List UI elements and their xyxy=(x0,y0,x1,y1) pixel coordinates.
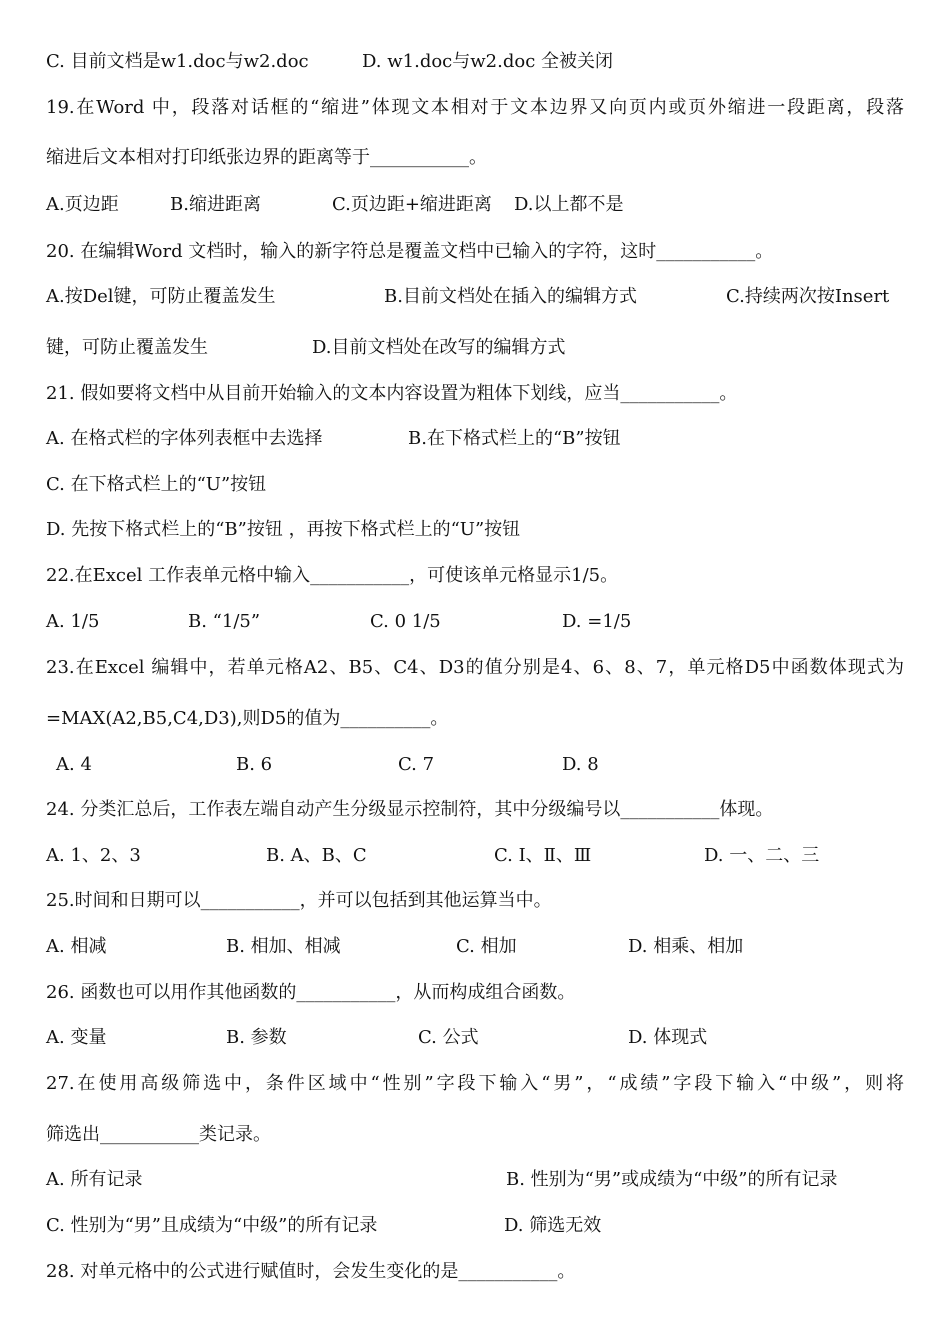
option-b: B.缩进距离 xyxy=(170,194,261,215)
option-d: D. 相乘、相加 xyxy=(628,936,744,957)
q21-option-d: D. 先按下格式栏上的“B”按钮 ，再按下格式栏上的“U”按钮 xyxy=(46,519,521,540)
option-a: A. 4 xyxy=(56,754,92,775)
option-b: B.在下格式栏上的“B”按钮 xyxy=(408,428,621,449)
option-d: D. w1.doc与w2.doc 全被关闭 xyxy=(362,51,613,72)
option-c: C. Ⅰ、Ⅱ、Ⅲ xyxy=(494,845,592,866)
q22-stem: 22.在Excel 工作表单元格中输入___________，可使该单元格显示1/5。 xyxy=(46,565,619,586)
option-a: A. 1/5 xyxy=(46,611,100,632)
option-a: A. 所有记录 xyxy=(46,1169,143,1190)
option-b: B. 相加、相减 xyxy=(226,936,341,957)
q24-stem: 24. 分类汇总后，工作表左端自动产生分级显示控制符，其中分级编号以___________体现。 xyxy=(46,799,774,820)
q20-stem: 20. 在编辑Word 文档时，输入的新字符总是覆盖文档中已输入的字符，这时___________。 xyxy=(46,241,774,262)
option-a: A. 1、2、3 xyxy=(46,845,141,866)
q28-stem: 28. 对单元格中的公式进行赋值时，会发生变化的是___________。 xyxy=(46,1261,576,1282)
option-c: C. 相加 xyxy=(456,936,517,957)
option-c: C.持续两次按Insert xyxy=(726,286,890,307)
option-b: B. 参数 xyxy=(226,1027,287,1048)
q27-stem-line-2: 筛选出___________类记录。 xyxy=(46,1124,271,1145)
option-a: A. 在格式栏的字体列表框中去选择 xyxy=(46,428,323,449)
option-d: D. 一、二、三 xyxy=(704,845,820,866)
option-b: B. A、B、C xyxy=(266,845,367,866)
option-a: A. 相减 xyxy=(46,936,107,957)
option-d: D. =1/5 xyxy=(562,611,632,632)
option-c-continued: 键，可防止覆盖发生 xyxy=(46,337,208,358)
q27-stem-line-1: 27.在使用高级筛选中，条件区域中“性别”字段下输入“男”，“成绩”字段下输入“中级”，则将 xyxy=(46,1073,904,1094)
option-c: C. 0 1/5 xyxy=(370,611,441,632)
option-b: B. 性别为“男”或成绩为“中级”的所有记录 xyxy=(506,1169,838,1190)
option-d: D.目前文档处在改写的编辑方式 xyxy=(312,337,566,358)
q25-stem: 25.时间和日期可以___________，并可以包括到其他运算当中。 xyxy=(46,890,552,911)
option-d: D. 筛选无效 xyxy=(504,1215,602,1236)
option-a: A.页边距 xyxy=(46,194,119,215)
q23-stem-line-1: 23.在Excel 编辑中，若单元格A2、B5、C4、D3的值分别是4、6、8、7，单元格D5中函数体现式为 xyxy=(46,657,904,678)
option-d: D. 体现式 xyxy=(628,1027,708,1048)
option-a: A. 变量 xyxy=(46,1027,107,1048)
q19-stem-line-2: 缩进后文本相对打印纸张边界的距离等于___________。 xyxy=(46,147,487,168)
option-c: C.页边距+缩进距离 xyxy=(332,194,492,215)
q21-option-c: C. 在下格式栏上的“U”按钮 xyxy=(46,474,267,495)
option-c: C. 目前文档是w1.doc与w2.doc xyxy=(46,51,309,72)
option-b: B. “1/5” xyxy=(188,611,261,632)
option-c: C. 公式 xyxy=(418,1027,479,1048)
q21-stem: 21. 假如要将文档中从目前开始输入的文本内容设置为粗体下划线，应当___________。 xyxy=(46,383,738,404)
option-b: B.目前文档处在插入的编辑方式 xyxy=(384,286,637,307)
option-b: B. 6 xyxy=(236,754,273,775)
option-c: C. 7 xyxy=(398,754,435,775)
q26-stem: 26. 函数也可以用作其他函数的___________，从而构成组合函数。 xyxy=(46,982,576,1003)
q23-stem-line-2: =MAX(A2,B5,C4,D3),则D5的值为__________。 xyxy=(46,708,449,729)
option-d: D.以上都不是 xyxy=(514,194,624,215)
option-d: D. 8 xyxy=(562,754,599,775)
option-a: A.按Del键，可防止覆盖发生 xyxy=(46,286,276,307)
option-c: C. 性别为“男”且成绩为“中级”的所有记录 xyxy=(46,1215,378,1236)
q19-stem-line-1: 19.在Word 中，段落对话框的“缩进”体现文本相对于文本边界又向页内或页外缩进一段距离，段落 xyxy=(46,97,904,118)
